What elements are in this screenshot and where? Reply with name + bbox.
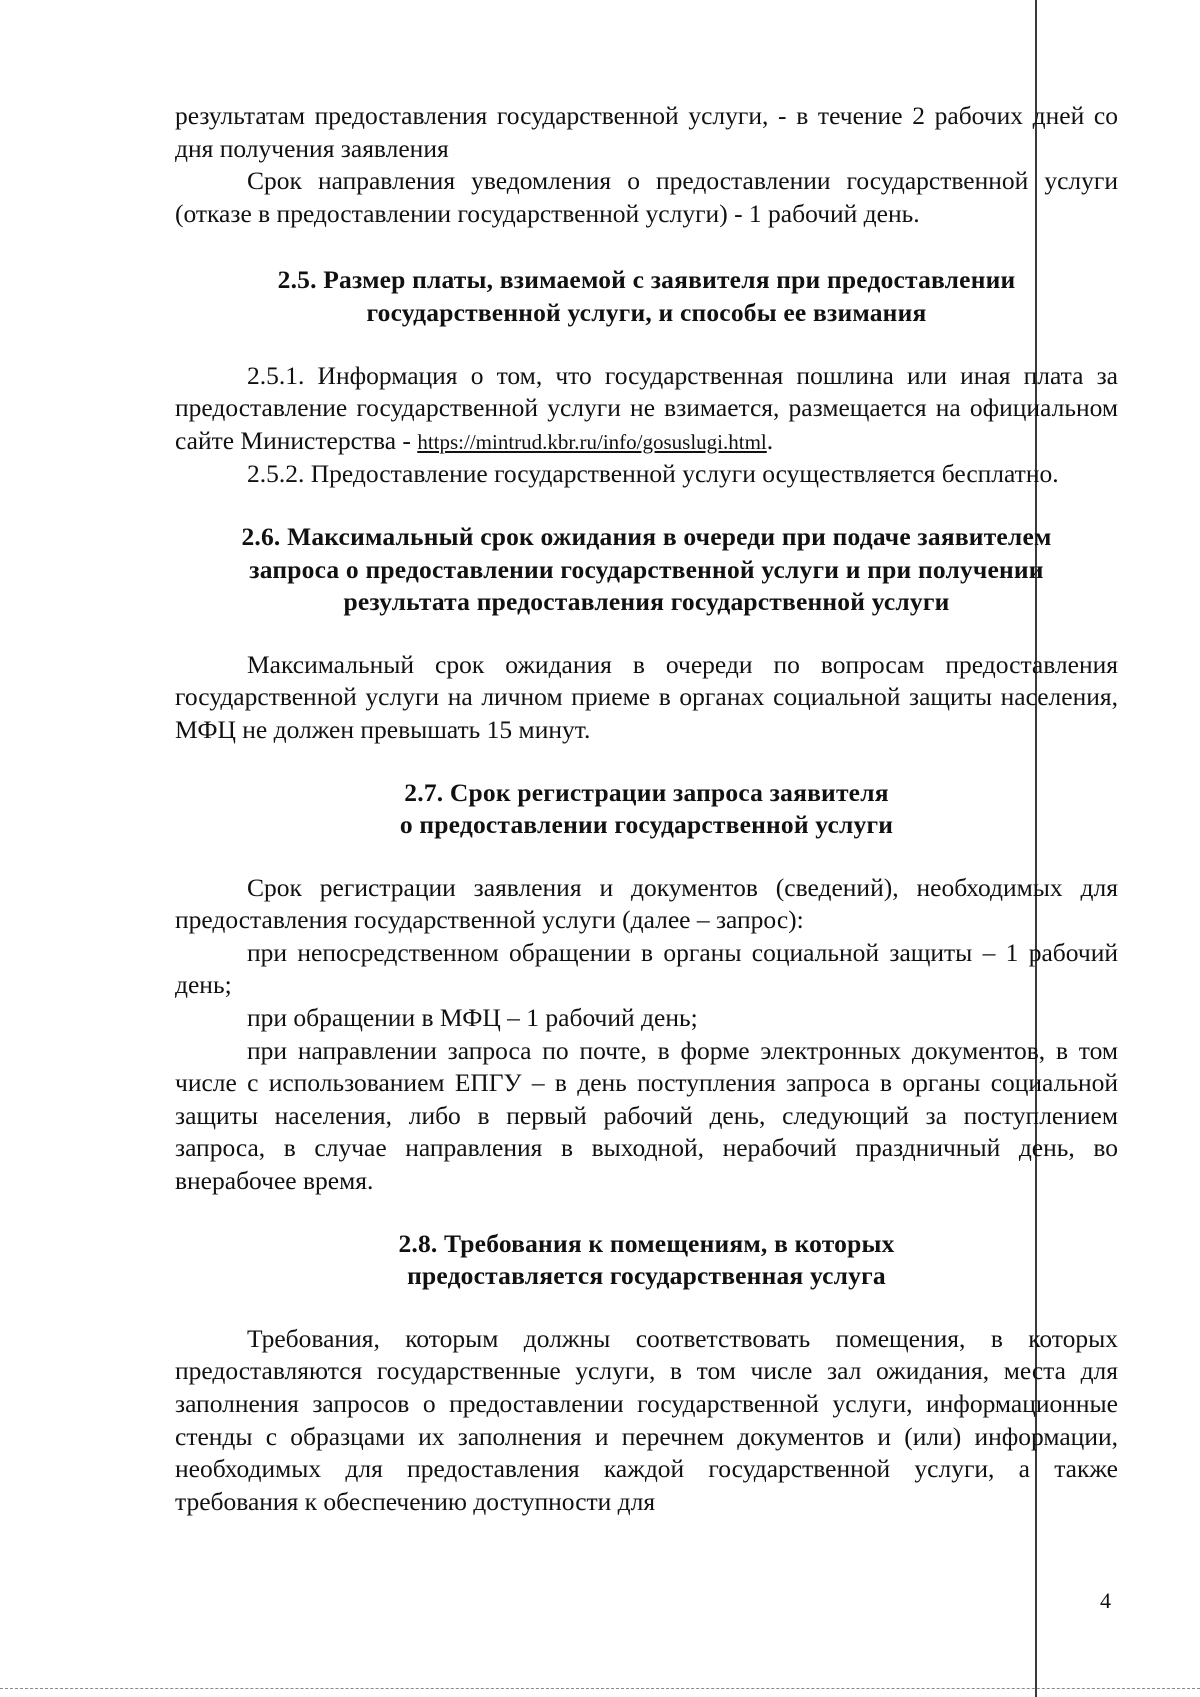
heading-line: 2.7. Срок регистрации запроса заявителя: [404, 777, 889, 807]
paragraph-2-5-2: 2.5.2. Предоставление государственной услуги осуществляется бесплатно.: [247, 459, 1059, 489]
section-heading-2-8: [175, 1228, 1118, 1293]
page-content: [175, 100, 1118, 1518]
heading-line: запроса о предоставлении государственной услуги и при получении: [249, 554, 1044, 584]
heading-line: 2.5. Размер платы, взимаемой с заявителя при предоставлении: [277, 265, 1016, 295]
paragraph-2-6: Максимальный срок ожидания в очереди по вопросам предоставления государственной услуги на личном приеме в органах социальной защиты населения, МФЦ не должен превышать 15 минут.: [175, 649, 1118, 744]
section-heading-2-5: [175, 264, 1118, 329]
section-heading-2-6: [175, 521, 1118, 619]
paragraph-2-5-1: [175, 360, 1118, 459]
paragraph-notification-term: Срок направления уведомления о предоставлении государственной услуги (отказе в предоставлении государственной услуги) - 1 рабочий день.: [175, 166, 1118, 228]
paragraph-2-8: Требования, которым должны соответствовать помещения, в которых предоставляются государственные услуги, в том числе зал ожидания, места для заполнения запросов о предоставлении государственной услуги, информационные стенды с образцами их заполнения и перечнем документов и (или) информации, необходимых для предоставления каждой государственной услуги, а также требования к обеспечению доступности для: [175, 1323, 1118, 1516]
heading-line: о предоставлении государственной услуги: [399, 810, 894, 840]
paragraph-2-7-mfc: при обращении в МФЦ – 1 рабочий день;: [247, 1003, 698, 1033]
heading-line: предоставляется государственная услуга: [407, 1261, 886, 1291]
heading-line: государственной услуги, и способы ее взимания: [366, 297, 927, 327]
paragraph-2-7-intro: Срок регистрации заявления и документов (сведений), необходимых для предоставления государственной услуги (далее – запрос):: [175, 872, 1118, 935]
ministry-website-link[interactable]: https://mintrud.kbr.ru/info/gosuslugi.html: [417, 429, 767, 454]
paragraph-2-7-direct: при непосредственном обращении в органы социальной защиты – 1 рабочий день;: [175, 937, 1118, 1000]
heading-line: результата предоставления государственной услуги: [343, 587, 950, 617]
paragraph-continuation: результатам предоставления государственной услуги, - в течение 2 рабочих дней со дня получения заявления: [175, 101, 1118, 163]
page-number: 4: [1100, 1588, 1111, 1613]
heading-line: 2.8. Требования к помещениям, в которых: [398, 1228, 895, 1258]
section-heading-2-7: [175, 777, 1118, 842]
paragraph-2-7-mail: при направлении запроса по почте, в форме электронных документов, в том числе с использованием ЕПГУ – в день поступления запроса в органы социальной защиты населения, либо в первый рабочий день, следующий за поступлением запроса, в случае направления в выходной, нерабочий праздничный день, во внерабочее время.: [175, 1035, 1118, 1196]
scan-artifact-bottom-edge: [0, 1688, 1200, 1689]
heading-line: 2.6. Максимальный срок ожидания в очереди при подаче заявителем: [241, 521, 1052, 551]
paragraph-end: .: [766, 425, 774, 455]
paragraph-text: 2.5.1. Информация о том, что государственная пошлина или иная плата за предоставление государственной услуги не взимается, размещается на официальном сайте Министерства -: [175, 360, 1118, 455]
